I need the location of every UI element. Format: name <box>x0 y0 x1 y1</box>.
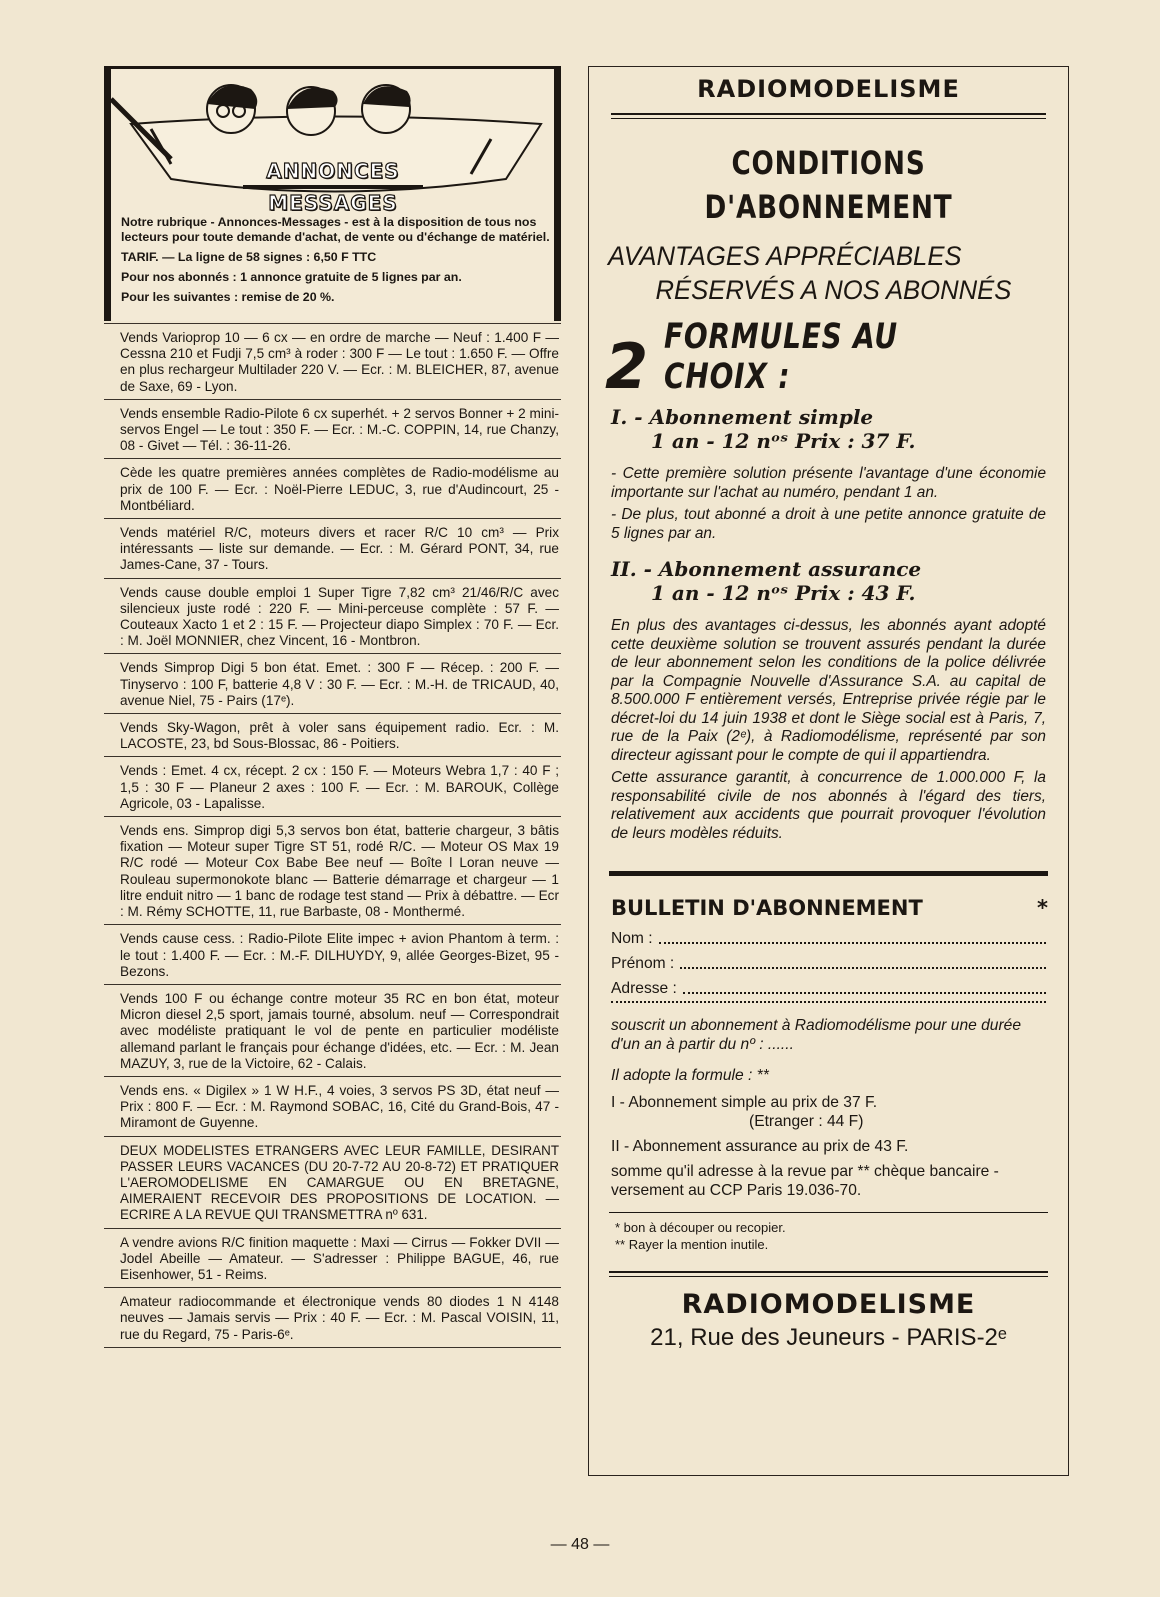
footnotes <box>609 1212 1048 1253</box>
conditions-title <box>632 141 1025 229</box>
option1-paragraph-2: - De plus, tout abonné a droit à une petite annonce gratuite de 5 lignes par an. <box>611 506 1046 542</box>
tarif-line: TARIF. — La ligne de 58 signes : 6,50 F TTC <box>121 250 377 264</box>
title-divider <box>243 185 423 189</box>
ad-text: Vends cause double emploi 1 Super Tigre 7,82 cm³ 21/46/R/C avec silencieux juste rodé : 220 F. — Mini-perceuse complète : 57 F. — Couteaux Xacto 1 et 2 : 15 F. — Projecteur diapo Simplex : 70 F. — Ecr. : M. Joël MONNIER, chez Vincent, 16 - Montbron. <box>120 584 559 649</box>
conditions-line1: CONDITIONS <box>731 144 926 182</box>
option2-name: II. - Abonnement assurance <box>611 557 922 581</box>
bulletin-title <box>589 896 1068 920</box>
adresse-dots[interactable] <box>683 976 1046 994</box>
adopte-text: Il adopte la formule : ** <box>611 1067 769 1084</box>
list-item <box>104 816 561 924</box>
ad-text: Cède les quatre premières années complètes de Radio-modélisme au prix de 100 F. — Ecr. : Noël-Pierre LEDUC, 3, rue d'Audincourt, 25 - Montbéliard. <box>120 465 559 513</box>
formule1-option[interactable]: I - Abonnement simple au prix de 37 F. <box>611 1094 878 1111</box>
list-item <box>104 1287 561 1348</box>
bulletin-label: BULLETIN D'ABONNEMENT <box>611 896 923 920</box>
list-item <box>104 984 561 1076</box>
prenom-label: Prénom : <box>611 955 675 972</box>
ad-text: Vends cause cess. : Radio-Pilote Elite impec + avion Phantom à term. : le tout : 1.400 F. — Ecr. : M.-F. DILHUYDY, 9, allée Georges-Bizet, 95 - Bezons. <box>120 931 559 979</box>
intro-text <box>121 215 551 305</box>
ad-text: Vends Simprop Digi 5 bon état. Emet. : 300 F — Récep. : 200 F. — Tinyservo : 100 F, batterie 4,8 V : 30 F. — Ecr. : M.-H. de TRICAUD, 40, avenue Niel, 75 - Pairs (17ᵉ). <box>120 660 559 708</box>
ad-text: DEUX MODELISTES ETRANGERS AVEC LEUR FAMILLE, DESIRANT PASSER LEURS VACANCES (DU 20-7-72 AU 20-8-72) ET PRATIQUER L'AEROMODELISME EN CAMARGUE OU EN BRETAGNE, AIMERAIENT RECEVOIR DES PROPOSITIONS DE LOCATION. — ECRIRE A LA REVUE QUI TRANSMETTRA nº 631. <box>120 1142 559 1223</box>
list-item <box>104 713 561 756</box>
option2-paragraph: En plus des avantages ci-dessus, les abonnés ayant adopté cette deuxième solution se trouvent assurés pendant la durée de leur abonnement selon les conditions de la police délivrée par la Compagnie Nouvelle d'Assurance S.A. au capital de 8.500.000 F entièrement versés, Entreprise privée régie par le décret-loi du 14 juin 1938 et dont le Siège social est à Paris, 7, rue de la Paix (2ᵉ), à Radiomodélisme, représenté par son directeur agissant pour le compte de qui il appartiendra. <box>611 617 1046 764</box>
option1-paragraph: - Cette première solution présente l'avantage d'une économie importante sur l'achat au numéro, pendant 1 an. <box>611 465 1046 501</box>
publisher-address: 21, Rue des Jeuneurs - PARIS-2ᵉ <box>650 1324 1007 1351</box>
subscription-panel <box>588 66 1069 1476</box>
option2-paragraph-2: Cette assurance garantit, à concurrence de 1.000.000 F, la responsabilité civile de nos abonnés à l'égard des tiers, relativement aux accidents que pourrait provoquer l'évolution de leurs modèles réduits. <box>611 769 1046 842</box>
conditions-line2: D'ABONNEMENT <box>704 188 953 226</box>
adresse-label: Adresse : <box>611 980 677 997</box>
list-item <box>104 323 561 399</box>
annonces-messages-title <box>233 159 433 215</box>
annonces-header <box>104 66 561 321</box>
footnote-2: ** Rayer la mention inutile. <box>615 1237 769 1252</box>
list-item <box>104 924 561 984</box>
ad-text: Vends Sky-Wagon, prêt à voler sans équipement radio. Ecr. : M. LACOSTE, 23, bd Sous-Blossac, 86 - Poitiers. <box>120 720 559 752</box>
list-item <box>104 1136 561 1228</box>
option1-price: 1 an - 12 nᵒˢ Prix : 37 F. <box>651 429 916 453</box>
ads-list <box>104 323 561 1348</box>
ad-text: Amateur radiocommande et électronique vends 80 diodes 1 N 4148 neuves — Jamais servis — Prix : 40 F. — Ecr. : M. Pascal VOISIN, 11, rue du Regard, 75 - Paris-6ᵉ. <box>120 1294 559 1342</box>
divider-bottom <box>609 1271 1048 1277</box>
list-item <box>104 1228 561 1288</box>
option2-title <box>589 557 1068 605</box>
option2-price: 1 an - 12 nᵒˢ Prix : 43 F. <box>651 581 916 605</box>
ad-text: Vends : Emet. 4 cx, récept. 2 cx : 150 F. — Moteurs Webra 1,7 : 40 F ; 1,5 : 30 F — Planeur 2 axes : 100 F. — Ecr. : M. BAROUK, Collège Agricole, 03 - Lapalisse. <box>120 763 559 811</box>
ad-text: Vends matériel R/C, moteurs divers et racer R/C 10 cm³ — Prix intéressants — liste sur demande. — Ecr. : M. Gérard PONT, 34, rue James-Cane, 37 - Tours. <box>120 525 559 573</box>
list-item <box>104 1076 561 1136</box>
brand-header: RADIOMODELISME <box>697 75 960 103</box>
suivantes-line: Pour les suivantes : remise de 20 %. <box>121 290 335 304</box>
nom-dots[interactable] <box>659 926 1046 944</box>
formules-number: 2 <box>605 330 649 403</box>
formule1-etranger: (Etranger : 44 F) <box>749 1113 864 1130</box>
list-item <box>104 756 561 816</box>
list-item <box>104 578 561 654</box>
intro-paragraph: Notre rubrique - Annonces-Messages - est à la disposition de tous nos lecteurs pour toute demande d'achat, de vente ou d'échange de matériel. <box>121 215 550 244</box>
abonnes-line: Pour nos abonnés : 1 annonce gratuite de 5 lignes par an. <box>121 270 462 284</box>
souscrit-text: souscrit un abonnement à Radiomodélisme pour une durée d'un an à partir du nº : ...... <box>611 1017 1022 1053</box>
title-messages: MESSAGES <box>268 191 398 215</box>
page-number: — 48 — <box>550 1536 610 1553</box>
ad-text: Vends ens. « Digilex » 1 W H.F., 4 voies, 3 servos PS 3D, état neuf — Prix : 800 F. — Ecr. : M. Raymond SOBAC, 16, Cité du Grand-Bois, 47 - Miramont de Guyenne. <box>120 1082 559 1131</box>
formules-heading <box>589 317 1068 403</box>
title-annonces: ANNONCES <box>266 159 400 183</box>
somme-text: somme qu'il adresse à la revue par ** chèque bancaire - versement au CCP Paris 19.036-70. <box>611 1163 999 1199</box>
brand-footer: RADIOMODELISME <box>681 1289 976 1320</box>
list-item <box>104 399 561 459</box>
list-item <box>104 518 561 578</box>
avantages-heading <box>589 239 1044 307</box>
ad-text: Vends ens. Simprop digi 5,3 servos bon état, batterie chargeur, 3 bâtis fixation — Moteur super Tigre ST 51, rodé R/C. — Moteur OS Max 19 R/C rodé — Moteur Cox Babe Bee neuf — Boîte l Loran neuve — Rouleau supermonokote blanc — Batterie démarrage et chargeur — 1 litre enduit nitro — 1 banc de rodage test stand — Prix à débattre. — Ecr : M. Rémy SCHOTTE, 11, rue Barbaste, 08 - Monthermé. <box>120 823 559 920</box>
adresse-field[interactable] <box>589 976 1068 1001</box>
ad-text: Vends ensemble Radio-Pilote 6 cx superhét. + 2 servos Bonner + 2 mini-servos Engel — Le tout : 350 F. — Ecr. : M.-C. COPPIN, 14, rue Chanzy, 08 - Givet — Tél. : 36-11-26. <box>120 405 559 454</box>
divider <box>611 113 1046 119</box>
adresse-field-2[interactable] <box>589 1001 1068 1010</box>
classifieds-column <box>104 66 561 1348</box>
formule2-option[interactable]: II - Abonnement assurance au prix de 43 F. <box>611 1138 909 1155</box>
prenom-dots[interactable] <box>680 951 1046 969</box>
formules-text: FORMULES AU CHOIX : <box>664 317 899 397</box>
ad-text: A vendre avions R/C finition maquette : Maxi — Cirrus — Fokker DVII — Jodel Abeille — Amateur. — S'adresser : Philippe BAGUE, 46, rue Eisenhower, 51 - Reims. <box>120 1234 559 1282</box>
prenom-field[interactable] <box>589 951 1068 976</box>
option1-name: I. - Abonnement simple <box>611 405 874 429</box>
nom-field[interactable] <box>589 926 1068 951</box>
ad-text: Vends Varioprop 10 — 6 cx — en ordre de marche — Neuf : 1.400 F — Cessna 210 et Fudji 7,5 cm³ à roder : 300 F — Le tout : 1.650 F. — Offre en plus rechargeur Multilader 220 V. — Ecr. : M. BLEICHER, 87, avenue de Saxe, 69 - Lyon. <box>120 330 559 394</box>
adresse-dots-2[interactable] <box>611 1001 1046 1003</box>
list-item <box>104 653 561 713</box>
footnote-1: * bon à découper ou recopier. <box>615 1220 786 1235</box>
ad-text: Vends 100 F ou échange contre moteur 35 RC en bon état, moteur Micron diesel 2,5 sport, jamais tourné, absolum. neuf — Correspondrait avec modéliste pratiquant le vol de pente en particulier modéliste allemand parlant le français pour échange d'idées, etc. — Ecr. : M. Jean MAZUY, 3, rue de la Victoire, 62 - Calais. <box>120 990 559 1071</box>
section-divider <box>609 871 1048 876</box>
nom-label: Nom : <box>611 930 653 947</box>
avantages-line1: AVANTAGES APPRÉCIABLES <box>608 241 962 271</box>
avantages-line2: RÉSERVÉS A NOS ABONNÉS <box>655 275 1012 305</box>
list-item <box>104 458 561 518</box>
bulletin-star: * <box>1037 896 1048 920</box>
option1-title <box>589 405 1068 453</box>
